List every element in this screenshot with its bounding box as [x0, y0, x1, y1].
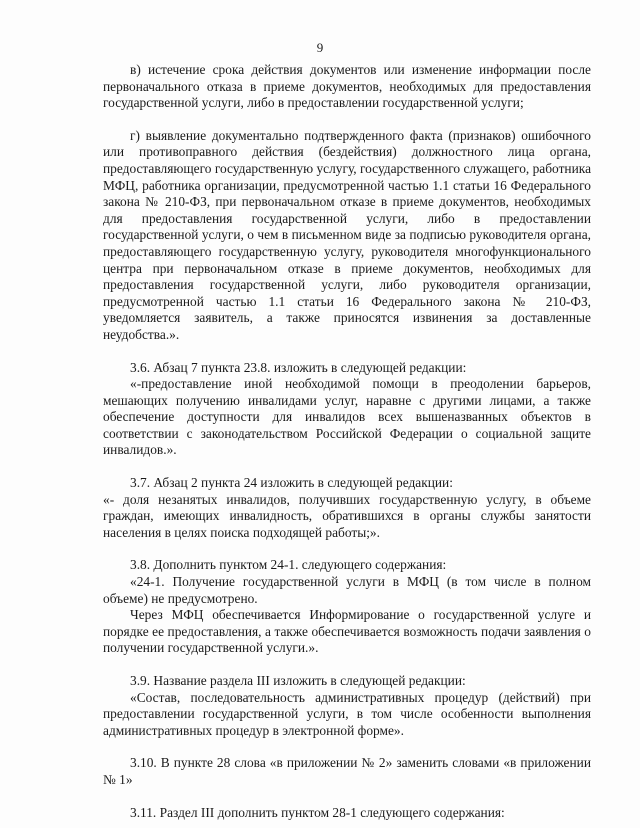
section-3-8-text-2: Через МФЦ обеспечивается Информирование о государственной услуге и порядке ее предоставления, а также обеспечивается возможность подачи заявления о получении государственной услуги.».: [103, 607, 591, 656]
paragraph-v: в) истечение срока действия документов или изменение информации после первоначального отказа в приеме документов, необходимых для предоставления государственной услуги, либо в предоставлении государственной услуги;: [103, 62, 591, 111]
section-3-7-text: «- доля незанятых инвалидов, получивших государственную услугу, в объеме граждан, имеющих инвалидность, обратившихся в органы службы занятости населения в целях поиска подходящей работы;».: [103, 491, 591, 540]
section-3-9-heading: 3.9. Название раздела III изложить в следующей редакции:: [130, 673, 466, 688]
section-3-7-heading: 3.7. Абзац 2 пункта 24 изложить в следующей редакции:: [130, 475, 453, 491]
paragraph-g: г) выявление документально подтвержденного факта (признаков) ошибочного или противоправного действия (бездействия) должностного лица органа, предоставляющего государственную услугу, государственного служащего, работника МФЦ, работника организации, предусмотренной частью 1.1 статьи 16 Федерального закона № 210-ФЗ, при первоначальном отказе в приеме документов, необходимых для предоставления государственной услуги, либо в предоставлении государственной услуги, о чем в письменном виде за подписью руководителя органа, предоставляющего государственную услугу, руководителя многофункционального центра при первоначальном отказе в приеме документов, необходимых для предоставления государственной услуги, либо руководителя организации, предусмотренной частью 1.1 статьи 16 Федерального закона № 210-ФЗ, уведомляется заявитель, а также приносятся извинения за доставленные неудобства.».: [103, 127, 592, 342]
section-3-6-text: «-предоставление иной необходимой помощи в преодолении барьеров, мешающих получению инвалидами услуг, наравне с другими лицами, а также обеспечение доступности для инвалидов всех вышеназванных объектов в соответствии с законодательством Российской Федерации о социальной защите инвалидов.».: [103, 376, 591, 458]
section-3-11-heading: 3.11. Раздел III дополнить пунктом 28-1 следующего содержания:: [130, 804, 505, 820]
section-3-6-heading: 3.6. Абзац 7 пункта 23.8. изложить в следующей редакции:: [130, 359, 467, 375]
section-3-8-text-1: «24-1. Получение государственной услуги в МФЦ (в том числе в полном объеме) не предусмотрено.: [103, 574, 591, 606]
section-3-8-heading: 3.8. Дополнить пунктом 24-1. следующего содержания:: [130, 557, 447, 573]
document-body: [103, 62, 591, 821]
section-3-10-text: 3.10. В пункте 28 слова «в приложении № 2» заменить словами «в приложении № 1»: [103, 755, 591, 787]
section-3-9-text: «Состав, последовательность административных процедур (действий) при предоставлении государственной услуги, в том числе особенности выполнения административных процедур в электронной форме».: [103, 689, 591, 738]
page-number: 9: [316, 40, 324, 55]
